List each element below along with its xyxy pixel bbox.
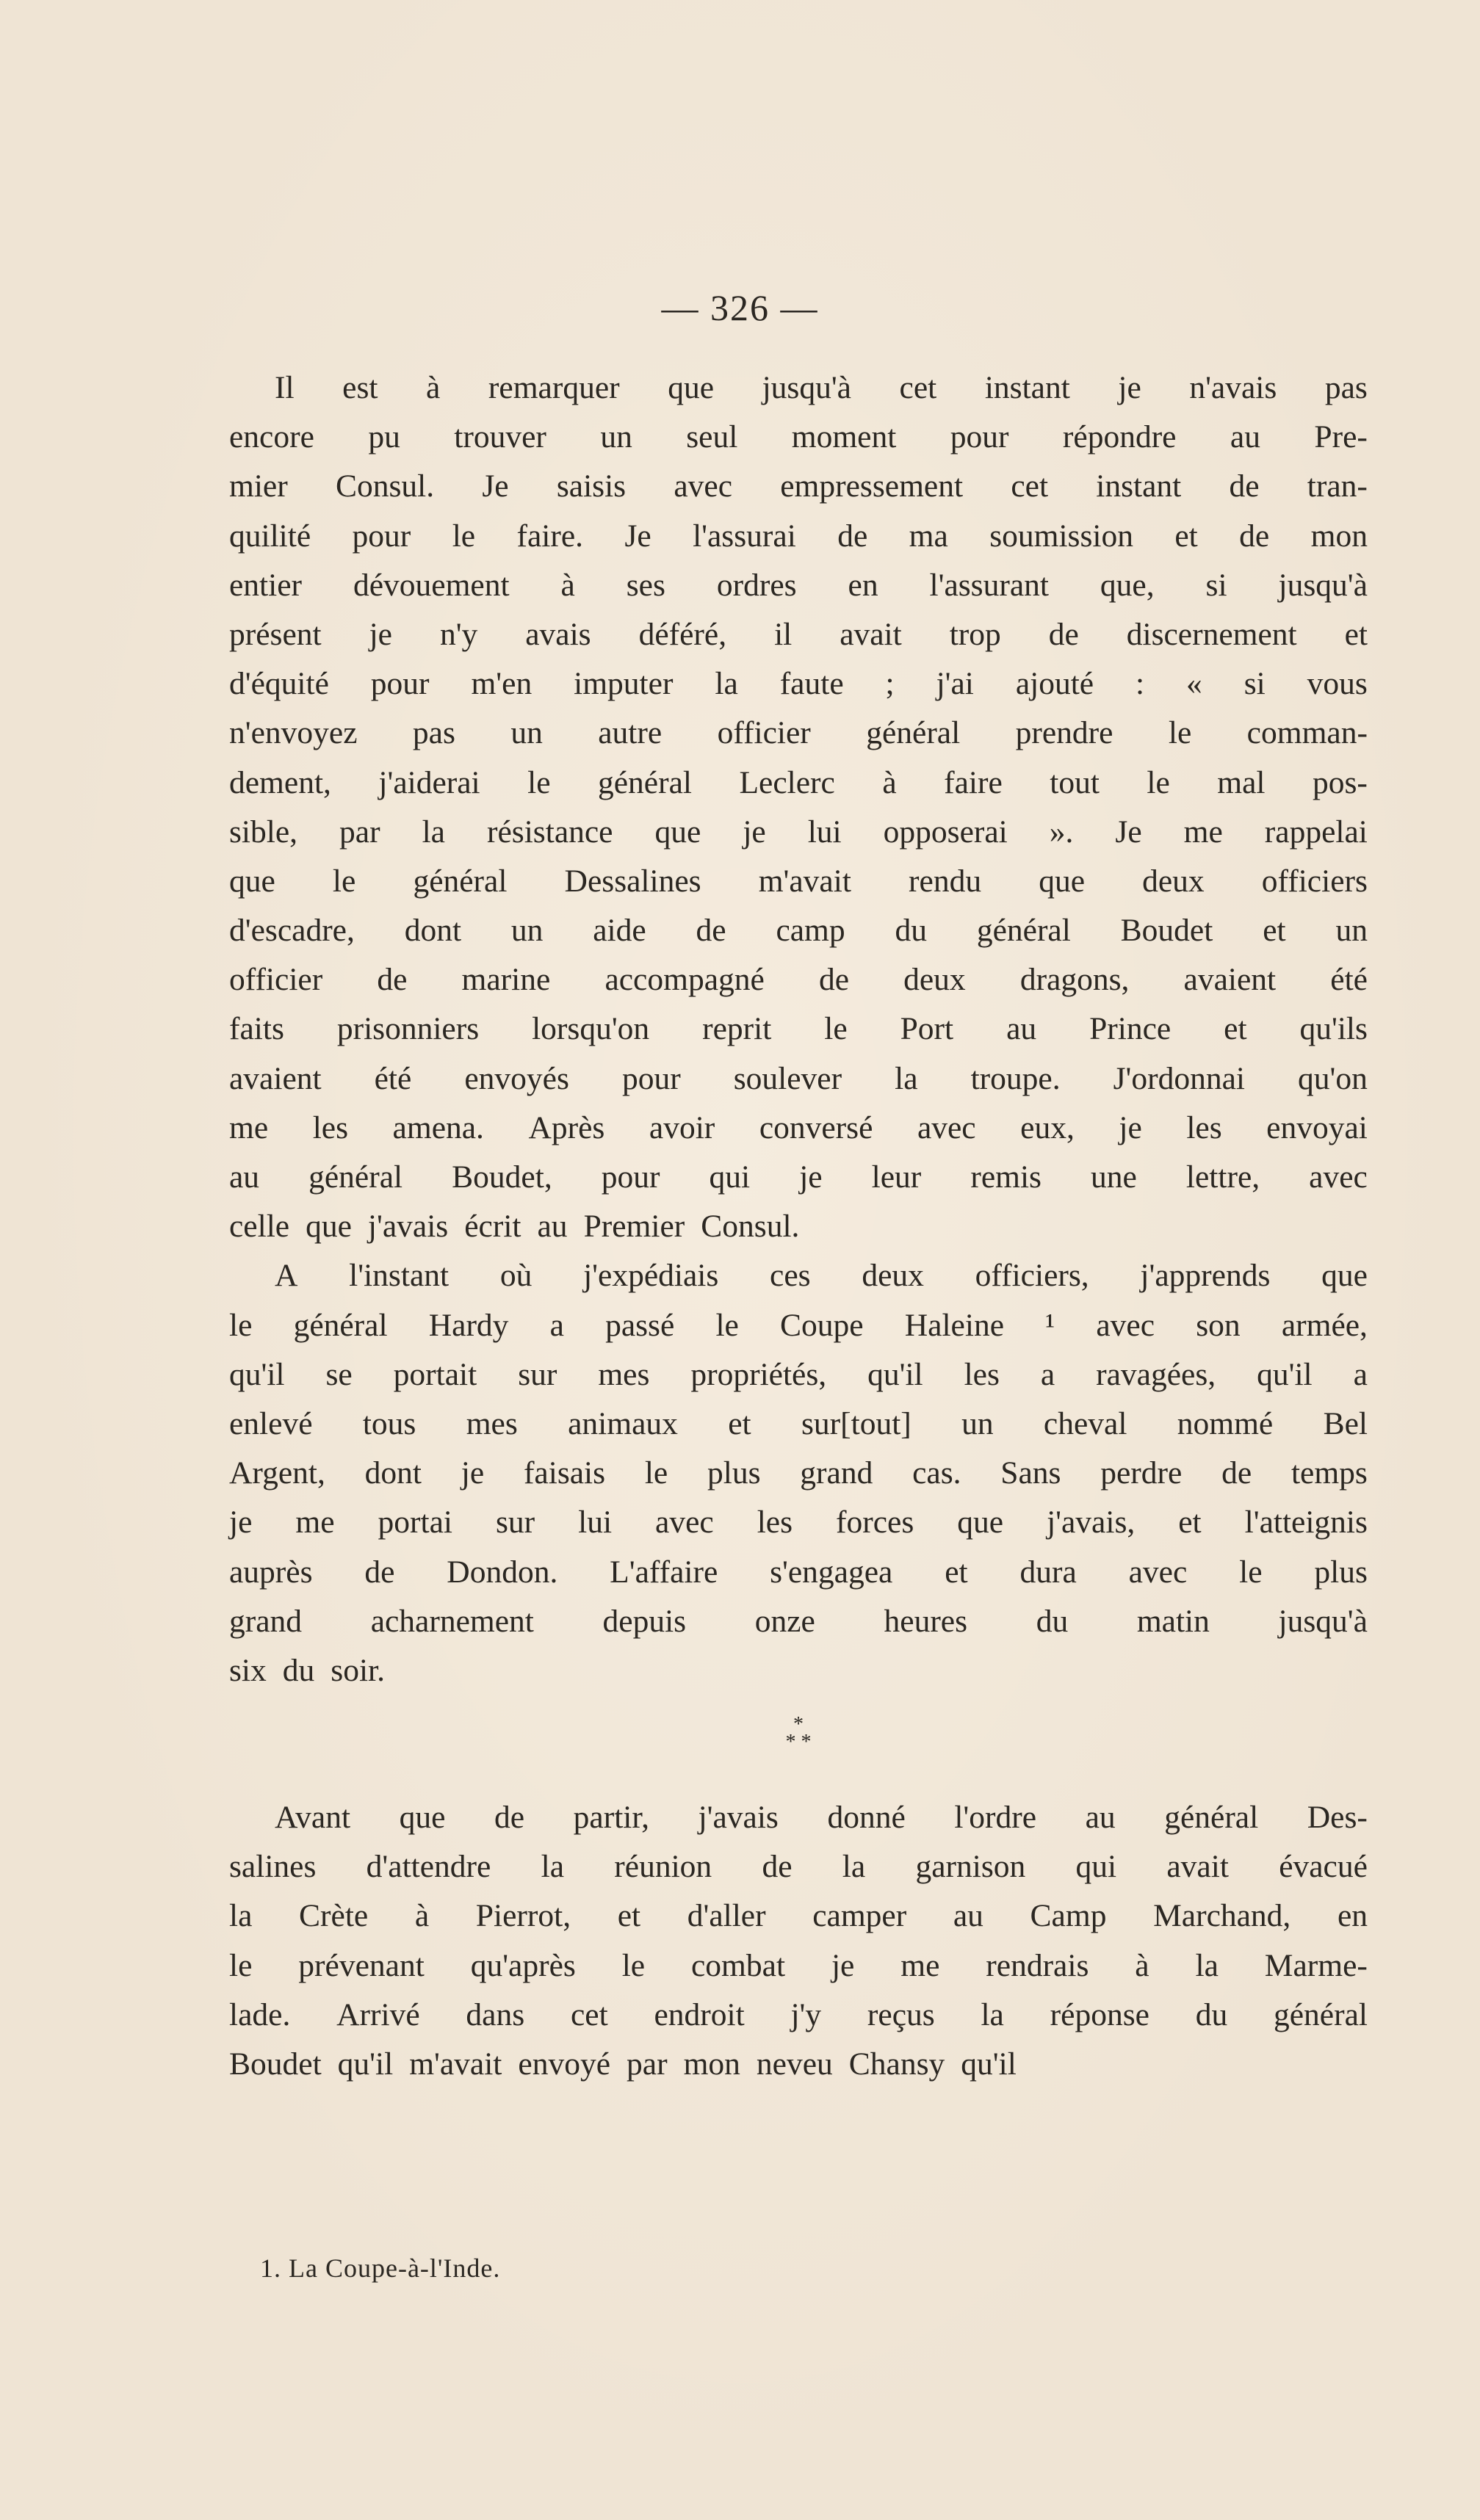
text-line: d'équité pour m'en imputer la faute ; j'ai ajouté : « si vous [229,666,1368,702]
paragraph-2 [229,1251,1368,1695]
text-line: faits prisonniers lorsqu'on reprit le Port au Prince et qu'ils [229,1011,1368,1047]
text-line: présent je n'y avais déféré, il avait trop de discernement et [229,616,1368,652]
text-line: salines d'attendre la réunion de la garnison qui avait évacué [229,1849,1368,1885]
text-line: avaient été envoyés pour soulever la troupe. J'ordonnai qu'on [229,1060,1368,1096]
text-line: encore pu trouver un seul moment pour répondre au Pre- [229,419,1368,455]
text-line: grand acharnement depuis onze heures du matin jusqu'à [229,1603,1368,1639]
text-line: entier dévouement à ses ordres en l'assurant que, si jusqu'à [229,567,1368,603]
footnote: 1. La Coupe-à-l'Inde. [260,2253,501,2283]
section-break [229,1695,1368,1793]
text-line: me les amena. Après avoir conversé avec eux, je les envoyai [229,1109,1368,1145]
section-break-stars-bottom: * * [785,1731,812,1754]
text-line: Argent, dont je faisais le plus grand cas. Sans perdre de temps [229,1455,1368,1491]
section-break-star-top: * [793,1713,804,1737]
text-line: le prévenant qu'après le combat je me rendrais à la Marme- [229,1947,1368,1983]
text-line: enlevé tous mes animaux et sur[tout] un cheval nommé Bel [229,1405,1368,1441]
text-line: que le général Dessalines m'avait rendu que deux officiers [229,863,1368,899]
text-line: le général Hardy a passé le Coupe Haleine ¹ avec son armée, [229,1307,1368,1343]
text-line: quilité pour le faire. Je l'assurai de ma soumission et de mon [229,518,1368,554]
text-line: mier Consul. Je saisis avec empressement cet instant de tran- [229,468,1368,504]
text-line: officier de marine accompagné de deux dragons, avaient été [229,962,1368,998]
text-line: Boudet qu'il m'avait envoyé par mon neveu Chansy qu'il [229,2046,1017,2082]
body-text [229,363,1368,2089]
text-line: qu'il se portait sur mes propriétés, qu'il les a ravagées, qu'il a [229,1356,1368,1392]
page-number: — 326 — [661,287,819,328]
text-line: auprès de Dondon. L'affaire s'engagea et dura avec le plus [229,1554,1368,1590]
text-line: Avant que de partir, j'avais donné l'ordre au général Des- [275,1800,1368,1836]
text-line: au général Boudet, pour qui je leur remis une lettre, avec [229,1159,1368,1195]
text-line: sible, par la résistance que je lui opposerai ». Je me rappelai [229,814,1368,850]
paragraph-1 [229,363,1368,1251]
text-line: n'envoyez pas un autre officier général prendre le comman- [229,715,1368,751]
text-line: dement, j'aiderai le général Leclerc à faire tout le mal pos- [229,764,1368,800]
text-line: A l'instant où j'expédiais ces deux officiers, j'apprends que [275,1258,1368,1294]
text-line: je me portai sur lui avec les forces que j'avais, et l'atteignis [229,1505,1368,1540]
text-line: d'escadre, dont un aide de camp du général Boudet et un [229,913,1368,949]
text-line: Il est à remarquer que jusqu'à cet instant je n'avais pas [275,370,1368,405]
text-line: la Crète à Pierrot, et d'aller camper au Camp Marchand, en [229,1898,1368,1934]
text-line: six du soir. [229,1652,385,1688]
paragraph-3 [229,1793,1368,2089]
text-line: celle que j'avais écrit au Premier Consul. [229,1209,800,1245]
text-line: lade. Arrivé dans cet endroit j'y reçus la réponse du général [229,1996,1368,2032]
